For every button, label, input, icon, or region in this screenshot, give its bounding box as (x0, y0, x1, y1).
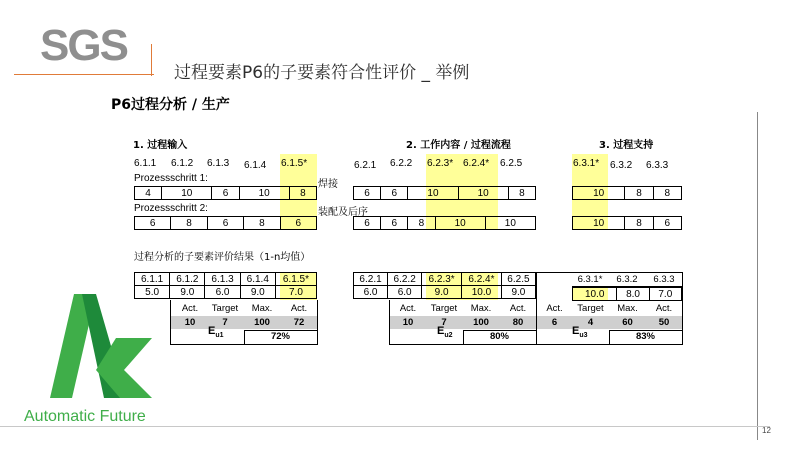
stat-value: 6 (551, 317, 558, 328)
step2-support-row (572, 216, 682, 230)
efficiency-subscript: u3 (579, 332, 588, 340)
code-cell: 6.1.2 (171, 158, 194, 169)
stat-header: Act. (546, 303, 563, 314)
score-cell: 8 (171, 217, 207, 230)
stat-header: Act. (399, 303, 417, 314)
step1-support-row (572, 186, 682, 200)
score-cell: 6 (280, 217, 316, 230)
efficiency-label (437, 325, 453, 339)
slide-title: 过程要素P6的子要素符合性评价 _ 举例 (174, 63, 470, 83)
score-cell: 8 (289, 187, 316, 200)
footer-rule (0, 426, 770, 427)
stat-header: Act. (181, 303, 199, 314)
result-code: 6.3.1* (577, 274, 603, 285)
section-content-heading: 2. 工作内容 / 过程流程 (406, 140, 511, 151)
stat-header: Act. (655, 303, 673, 314)
score-cell: 8 (653, 187, 681, 200)
result-value: 6.0 (354, 286, 388, 299)
stat-value: 50 (658, 317, 670, 328)
code-cell: 6.2.1 (354, 160, 377, 171)
step1-content-row (353, 186, 536, 200)
stat-value: 10 (402, 317, 414, 328)
results-support-values (572, 287, 682, 301)
stat-value: 100 (473, 317, 489, 328)
step1-input-row (134, 186, 317, 200)
code-cell: 6.3.2 (610, 160, 633, 171)
stat-value: 72 (293, 317, 305, 328)
efficiency-letter: E (572, 325, 580, 337)
result-value: 6.0 (388, 286, 422, 299)
result-value: 8.0 (617, 288, 649, 301)
page-number: 12 (762, 426, 771, 435)
divider (536, 272, 682, 273)
step2-input-row (134, 216, 317, 230)
result-code: 6.3.3 (653, 274, 675, 285)
logo-underline (14, 74, 154, 75)
percent-value: 72% (270, 331, 290, 342)
code-cell: 6.3.3 (646, 160, 669, 171)
score-cell: 6 (135, 217, 171, 230)
score-cell: 10 (162, 187, 212, 200)
step-label: Prozessschritt 1: (134, 173, 208, 184)
score-cell: 10 (573, 187, 625, 200)
result-code: 6.2.4* (462, 273, 502, 286)
efficiency-subscript: u2 (444, 332, 453, 340)
result-value: 9.0 (501, 286, 535, 299)
result-code: 6.1.5* (275, 273, 316, 286)
sgs-logo: SGS (40, 21, 127, 70)
stat-header: Target (430, 303, 458, 314)
code-cell: 6.2.4* (463, 158, 490, 169)
stat-value: 7 (441, 317, 447, 328)
score-cell: 6 (381, 217, 408, 230)
step-label: Prozessschritt 2: (134, 203, 208, 214)
score-cell: 6 (354, 187, 381, 200)
stat-header: Max. (251, 303, 273, 314)
score-cell: 8 (508, 187, 535, 200)
result-code: 6.2.2 (388, 273, 422, 286)
footer-divider (757, 112, 758, 440)
brand-name: Automatic Future (24, 408, 146, 425)
result-code: 6.1.4 (240, 273, 275, 286)
score-cell: 10 (239, 187, 289, 200)
score-cell: 8 (625, 187, 653, 200)
results-heading: 过程分析的子要素评价结果（1-n均值） (134, 252, 311, 263)
score-cell: 6 (354, 217, 381, 230)
score-cell: 6 (212, 187, 239, 200)
percent-value: 80% (489, 331, 509, 342)
score-cell: 10 (435, 217, 485, 230)
divider (572, 286, 682, 287)
step-note: 焊接 (318, 179, 338, 190)
stat-value: 100 (254, 317, 270, 328)
score-cell: 4 (135, 187, 162, 200)
result-value: 9.0 (170, 286, 205, 299)
stat-header: Max. (470, 303, 492, 314)
stat-value: 80 (512, 317, 524, 328)
stat-value: 7 (222, 317, 228, 328)
step-note: 装配及后序 (318, 207, 368, 218)
section-input-heading: 1. 过程输入 (133, 140, 188, 151)
score-cell: 10 (458, 187, 508, 200)
score-cell: 6 (207, 217, 243, 230)
stat-value: 60 (622, 317, 633, 328)
score-cell: 10 (573, 217, 625, 230)
score-cell: 8 (625, 217, 653, 230)
score-cell: 6 (381, 187, 408, 200)
stat-header: Max. (617, 303, 638, 314)
slide-subtitle: P6过程分析 / 生产 (111, 97, 230, 113)
score-cell: 6 (653, 217, 681, 230)
percent-value: 83% (635, 331, 655, 342)
code-cell: 6.2.5 (500, 158, 523, 169)
code-cell: 6.3.1* (573, 158, 600, 169)
result-value: 7.0 (649, 288, 681, 301)
result-value: 9.0 (422, 286, 462, 299)
result-code: 6.2.5 (501, 273, 535, 286)
score-cell: 8 (408, 217, 435, 230)
code-cell: 6.2.2 (390, 158, 413, 169)
code-cell: 6.1.5* (281, 158, 308, 169)
results-content-table (353, 272, 536, 299)
efficiency-letter: E (437, 325, 445, 337)
stat-header: Act. (509, 303, 527, 314)
stat-header: Target (211, 303, 239, 314)
efficiency-subscript: u1 (215, 332, 224, 340)
automatic-future-logo-icon (24, 286, 164, 406)
efficiency-label (208, 325, 224, 339)
result-value: 10.0 (462, 286, 502, 299)
score-cell: 8 (244, 217, 280, 230)
code-cell: 6.1.3 (207, 158, 230, 169)
efficiency-label (572, 325, 588, 339)
result-value: 7.0 (275, 286, 316, 299)
result-value: 9.0 (240, 286, 275, 299)
logo-divider (151, 44, 152, 76)
code-cell: 6.1.4 (244, 160, 267, 171)
stat-value: 4 (587, 317, 594, 328)
result-code: 6.1.1 (135, 273, 170, 286)
stat-value: 10 (184, 317, 196, 328)
stat-header: Act. (290, 303, 308, 314)
score-cell: 10 (485, 217, 535, 230)
result-code: 6.1.3 (205, 273, 240, 286)
result-code: 6.3.2 (616, 274, 638, 285)
step2-content-row (353, 216, 536, 230)
stat-header: Target (577, 303, 604, 314)
result-value: 10.0 (573, 288, 617, 301)
section-support-heading: 3. 过程支持 (599, 140, 654, 151)
result-code: 6.1.2 (170, 273, 205, 286)
result-code: 6.2.1 (354, 273, 388, 286)
code-cell: 6.1.1 (134, 158, 157, 169)
result-value: 6.0 (205, 286, 240, 299)
score-cell: 10 (408, 187, 458, 200)
result-value: 5.0 (135, 286, 170, 299)
result-code: 6.2.3* (422, 273, 462, 286)
code-cell: 6.2.3* (427, 158, 454, 169)
efficiency-letter: E (208, 325, 216, 337)
